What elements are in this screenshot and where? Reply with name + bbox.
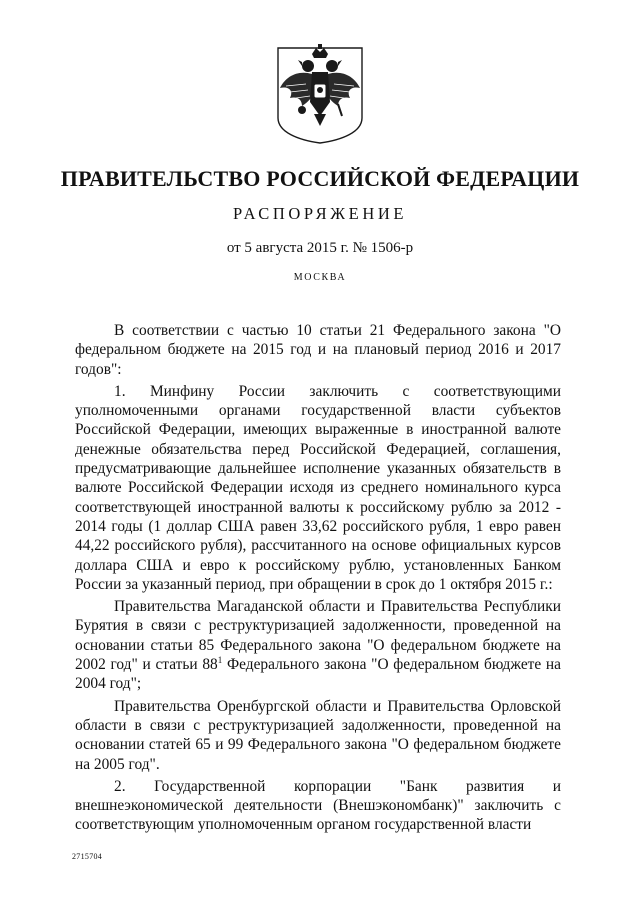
paragraph-magadan-buryatia <box>75 597 561 693</box>
paragraph-item-1: 1. Минфину России заключить с соответствующими уполномоченными органами государственной власти субъектов Российской Федерации, имеющих выраженные в иностранной валюте денежные обязательства перед Российской Федерацией, соглашения, предусматривающие дальнейшее исполнение указанных обязательств в валюте Российской Федерации исходя из среднего номинального курса соответствующей иностранной валюты к российскому рублю за 2012 - 2014 годы (1 доллар США равен 33,62 российского рубля, 1 евро равен 44,22 российского рубля), рассчитанного на основе официальных курсов доллара США и евро к российскому рублю, установленных Банком России за указанный период, при обращении в срок до 1 октября 2015 г.: <box>75 382 561 593</box>
government-title: ПРАВИТЕЛЬСТВО РОССИЙСКОЙ ФЕДЕРАЦИИ <box>60 166 580 191</box>
paragraph-orenburg-orel: Правительства Оренбургской области и Правительства Орловской области в связи с реструктуризацией задолженности, проведенной на основании статей 65 и 99 Федерального закона "О федеральном бюджете на 2005 год". <box>75 697 561 773</box>
document-city: МОСКВА <box>293 272 347 283</box>
superscript: 1 <box>217 654 223 665</box>
paragraph-item-2: 2. Государственной корпорации "Банк развития и внешнеэкономической деятельности (Внешэкономбанк)" заключить с соответствующим уполномоченным органом государственной власти <box>75 777 561 834</box>
paragraph-text: Правительства Магаданской области и Правительства Республики Бурятия в связи с реструктуризацией задолженности, проведенной на основании статьи 85 Федерального закона "О федеральном бюджете на 2002 год" и статьи 88 <box>75 598 561 674</box>
paragraph-preamble: В соответствии с частью 10 статьи 21 Федерального закона "О федеральном бюджете на 2015 год и на плановый период 2016 и 2017 годов": <box>75 322 561 378</box>
paragraph-text: Федерального закона "О федеральном бюджете на 2004 год"; <box>75 656 561 693</box>
document-body <box>75 321 561 838</box>
coat-of-arms-icon <box>272 44 368 144</box>
document-date-number: от 5 августа 2015 г. № 1506-р <box>226 240 414 256</box>
document-code: 2715704 <box>72 852 103 861</box>
document-type: РАСПОРЯЖЕНИЕ <box>232 204 408 223</box>
